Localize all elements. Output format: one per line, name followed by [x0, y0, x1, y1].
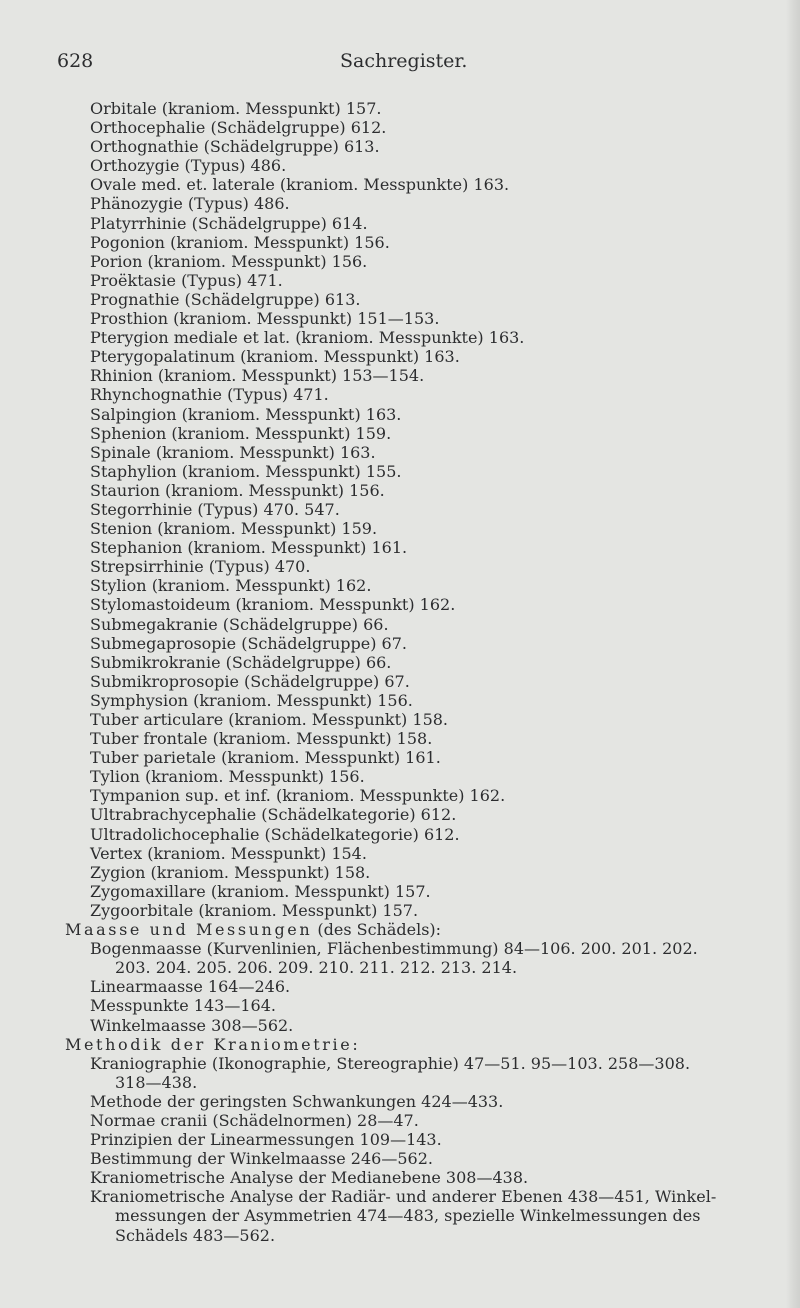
- index-entry: Vertex (kraniom. Messpunkt) 154.: [90, 843, 367, 863]
- sub-entry: Methode der geringsten Schwankungen 424—433.: [90, 1091, 504, 1111]
- sub-entry: Kraniometrische Analyse der Medianebene 308—438.: [90, 1168, 529, 1188]
- sub-entry: Bestimmung der Winkelmaasse 246—562.: [90, 1149, 433, 1169]
- index-entry: Prognathie (Schädelgruppe) 613.: [90, 289, 361, 309]
- index-entry: Stegorrhinie (Typus) 470. 547.: [90, 499, 340, 519]
- index-entry: Tuber articulare (kraniom. Messpunkt) 158.: [90, 710, 449, 729]
- section-heading-maasse-spaced: Maasse und Messungen: [65, 920, 313, 940]
- sub-entry: Messpunkte 143—164.: [90, 996, 276, 1016]
- running-title: Sachregister.: [340, 50, 468, 72]
- index-entry: Tuber parietale (kraniom. Messpunkt) 161.: [90, 748, 441, 768]
- section-heading-methodik: [65, 1035, 770, 1054]
- index-entry: Orbitale (kraniom. Messpunkt) 157.: [90, 99, 382, 118]
- index-entry: Zygion (kraniom. Messpunkt) 158.: [90, 862, 371, 882]
- index-entry: Tuber frontale (kraniom. Messpunkt) 158.: [90, 729, 433, 749]
- sub-entry: Kraniometrische Analyse der Radiär- und anderer Ebenen 438—451, Winkel-: [90, 1187, 717, 1207]
- maasse-list: [90, 939, 770, 1034]
- index-entry: Stylion (kraniom. Messpunkt) 162.: [90, 576, 372, 596]
- index-entry: Pogonion (kraniom. Messpunkt) 156.: [90, 232, 390, 252]
- index-entry: Ovale med. et. laterale (kraniom. Messpunkte) 163.: [90, 175, 510, 195]
- sub-entry: Bogenmaasse (Kurvenlinien, Flächenbestimmung) 84—106. 200. 201. 202.: [90, 939, 698, 959]
- index-entry: Submegaprosopie (Schädelgruppe) 67.: [90, 633, 407, 653]
- entry-list: [90, 99, 770, 920]
- section-heading-methodik-rest: :: [352, 1034, 358, 1054]
- sub-entry-continuation: 203. 204. 205. 206. 209. 210. 211. 212. 213. 214.: [115, 958, 518, 978]
- index-entry: Sphenion (kraniom. Messpunkt) 159.: [90, 423, 392, 443]
- sub-entry: Prinzipien der Linearmessungen 109—143.: [90, 1130, 442, 1150]
- index-entry: Submikroprosopie (Schädelgruppe) 67.: [90, 671, 410, 691]
- index-entry: Submegakranie (Schädelgruppe) 66.: [90, 614, 389, 634]
- index-entry: Staurion (kraniom. Messpunkt) 156.: [90, 480, 385, 500]
- index-entry: Tylion (kraniom. Messpunkt) 156.: [90, 767, 365, 787]
- index-entry: Stephanion (kraniom. Messpunkt) 161.: [90, 538, 408, 558]
- index-entry: Orthognathie (Schädelgruppe) 613.: [90, 137, 380, 157]
- sub-entry-continuation: 318—438.: [115, 1072, 198, 1092]
- index-entry: Porion (kraniom. Messpunkt) 156.: [90, 251, 368, 271]
- sub-entry-continuation: Schädels 483—562.: [115, 1225, 276, 1245]
- index-entry: Rhinion (kraniom. Messpunkt) 153—154.: [90, 366, 425, 386]
- index-entry: Symphysion (kraniom. Messpunkt) 156.: [90, 690, 413, 710]
- sub-entry: Kraniographie (Ikonographie, Stereographie) 47—51. 95—103. 258—308.: [90, 1053, 691, 1073]
- index-entry: Pterygion mediale et lat. (kraniom. Messpunkte) 163.: [90, 328, 525, 348]
- index-entry: Rhynchognathie (Typus) 471.: [90, 385, 329, 405]
- index-entry: Proëktasie (Typus) 471.: [90, 270, 283, 290]
- page-edge: [786, 0, 800, 1308]
- index-entry: Stenion (kraniom. Messpunkt) 159.: [90, 519, 378, 539]
- index-entry: Zygomaxillare (kraniom. Messpunkt) 157.: [90, 881, 431, 901]
- index-entry: Spinale (kraniom. Messpunkt) 163.: [90, 442, 376, 462]
- index-entry: Zygoorbitale (kraniom. Messpunkt) 157.: [90, 900, 419, 920]
- index-entry: Tympanion sup. et inf. (kraniom. Messpunkte) 162.: [90, 786, 506, 806]
- sub-entry: Winkelmaasse 308—562.: [90, 1015, 294, 1035]
- index-entry: Platyrrhinie (Schädelgruppe) 614.: [90, 213, 368, 233]
- section-heading-maasse-rest: (des Schädels):: [312, 920, 442, 940]
- index-entry: Orthocephalie (Schädelgruppe) 612.: [90, 118, 387, 138]
- index-entries: [65, 99, 770, 1245]
- index-entry: Ultrabrachycephalie (Schädelkategorie) 612.: [90, 805, 457, 825]
- index-entry: Prosthion (kraniom. Messpunkt) 151—153.: [90, 309, 440, 329]
- index-entry: Submikrokranie (Schädelgruppe) 66.: [90, 652, 392, 672]
- index-entry: Pterygopalatinum (kraniom. Messpunkt) 163.: [90, 347, 460, 367]
- index-entry: Stylomastoideum (kraniom. Messpunkt) 162.: [90, 595, 456, 615]
- index-entry: Phänozygie (Typus) 486.: [90, 194, 290, 214]
- sub-entry-continuation: messungen der Asymmetrien 474—483, spezielle Winkelmessungen des: [115, 1206, 701, 1226]
- index-entry: Salpingion (kraniom. Messpunkt) 163.: [90, 404, 402, 424]
- index-entry: Ultradolichocephalie (Schädelkategorie) 612.: [90, 824, 460, 844]
- index-entry: Strepsirrhinie (Typus) 470.: [90, 557, 311, 577]
- index-entry: Staphylion (kraniom. Messpunkt) 155.: [90, 461, 402, 481]
- sub-entry: Normae cranii (Schädelnormen) 28—47.: [90, 1110, 419, 1130]
- page-number: 628: [57, 50, 94, 72]
- section-heading-methodik-spaced: Methodik der Kraniometrie: [65, 1034, 353, 1054]
- section-heading-maasse: [65, 920, 770, 939]
- methodik-list: [90, 1054, 770, 1245]
- page-header: [0, 50, 800, 74]
- sub-entry: Linearmaasse 164—246.: [90, 977, 291, 997]
- index-entry: Orthozygie (Typus) 486.: [90, 156, 287, 176]
